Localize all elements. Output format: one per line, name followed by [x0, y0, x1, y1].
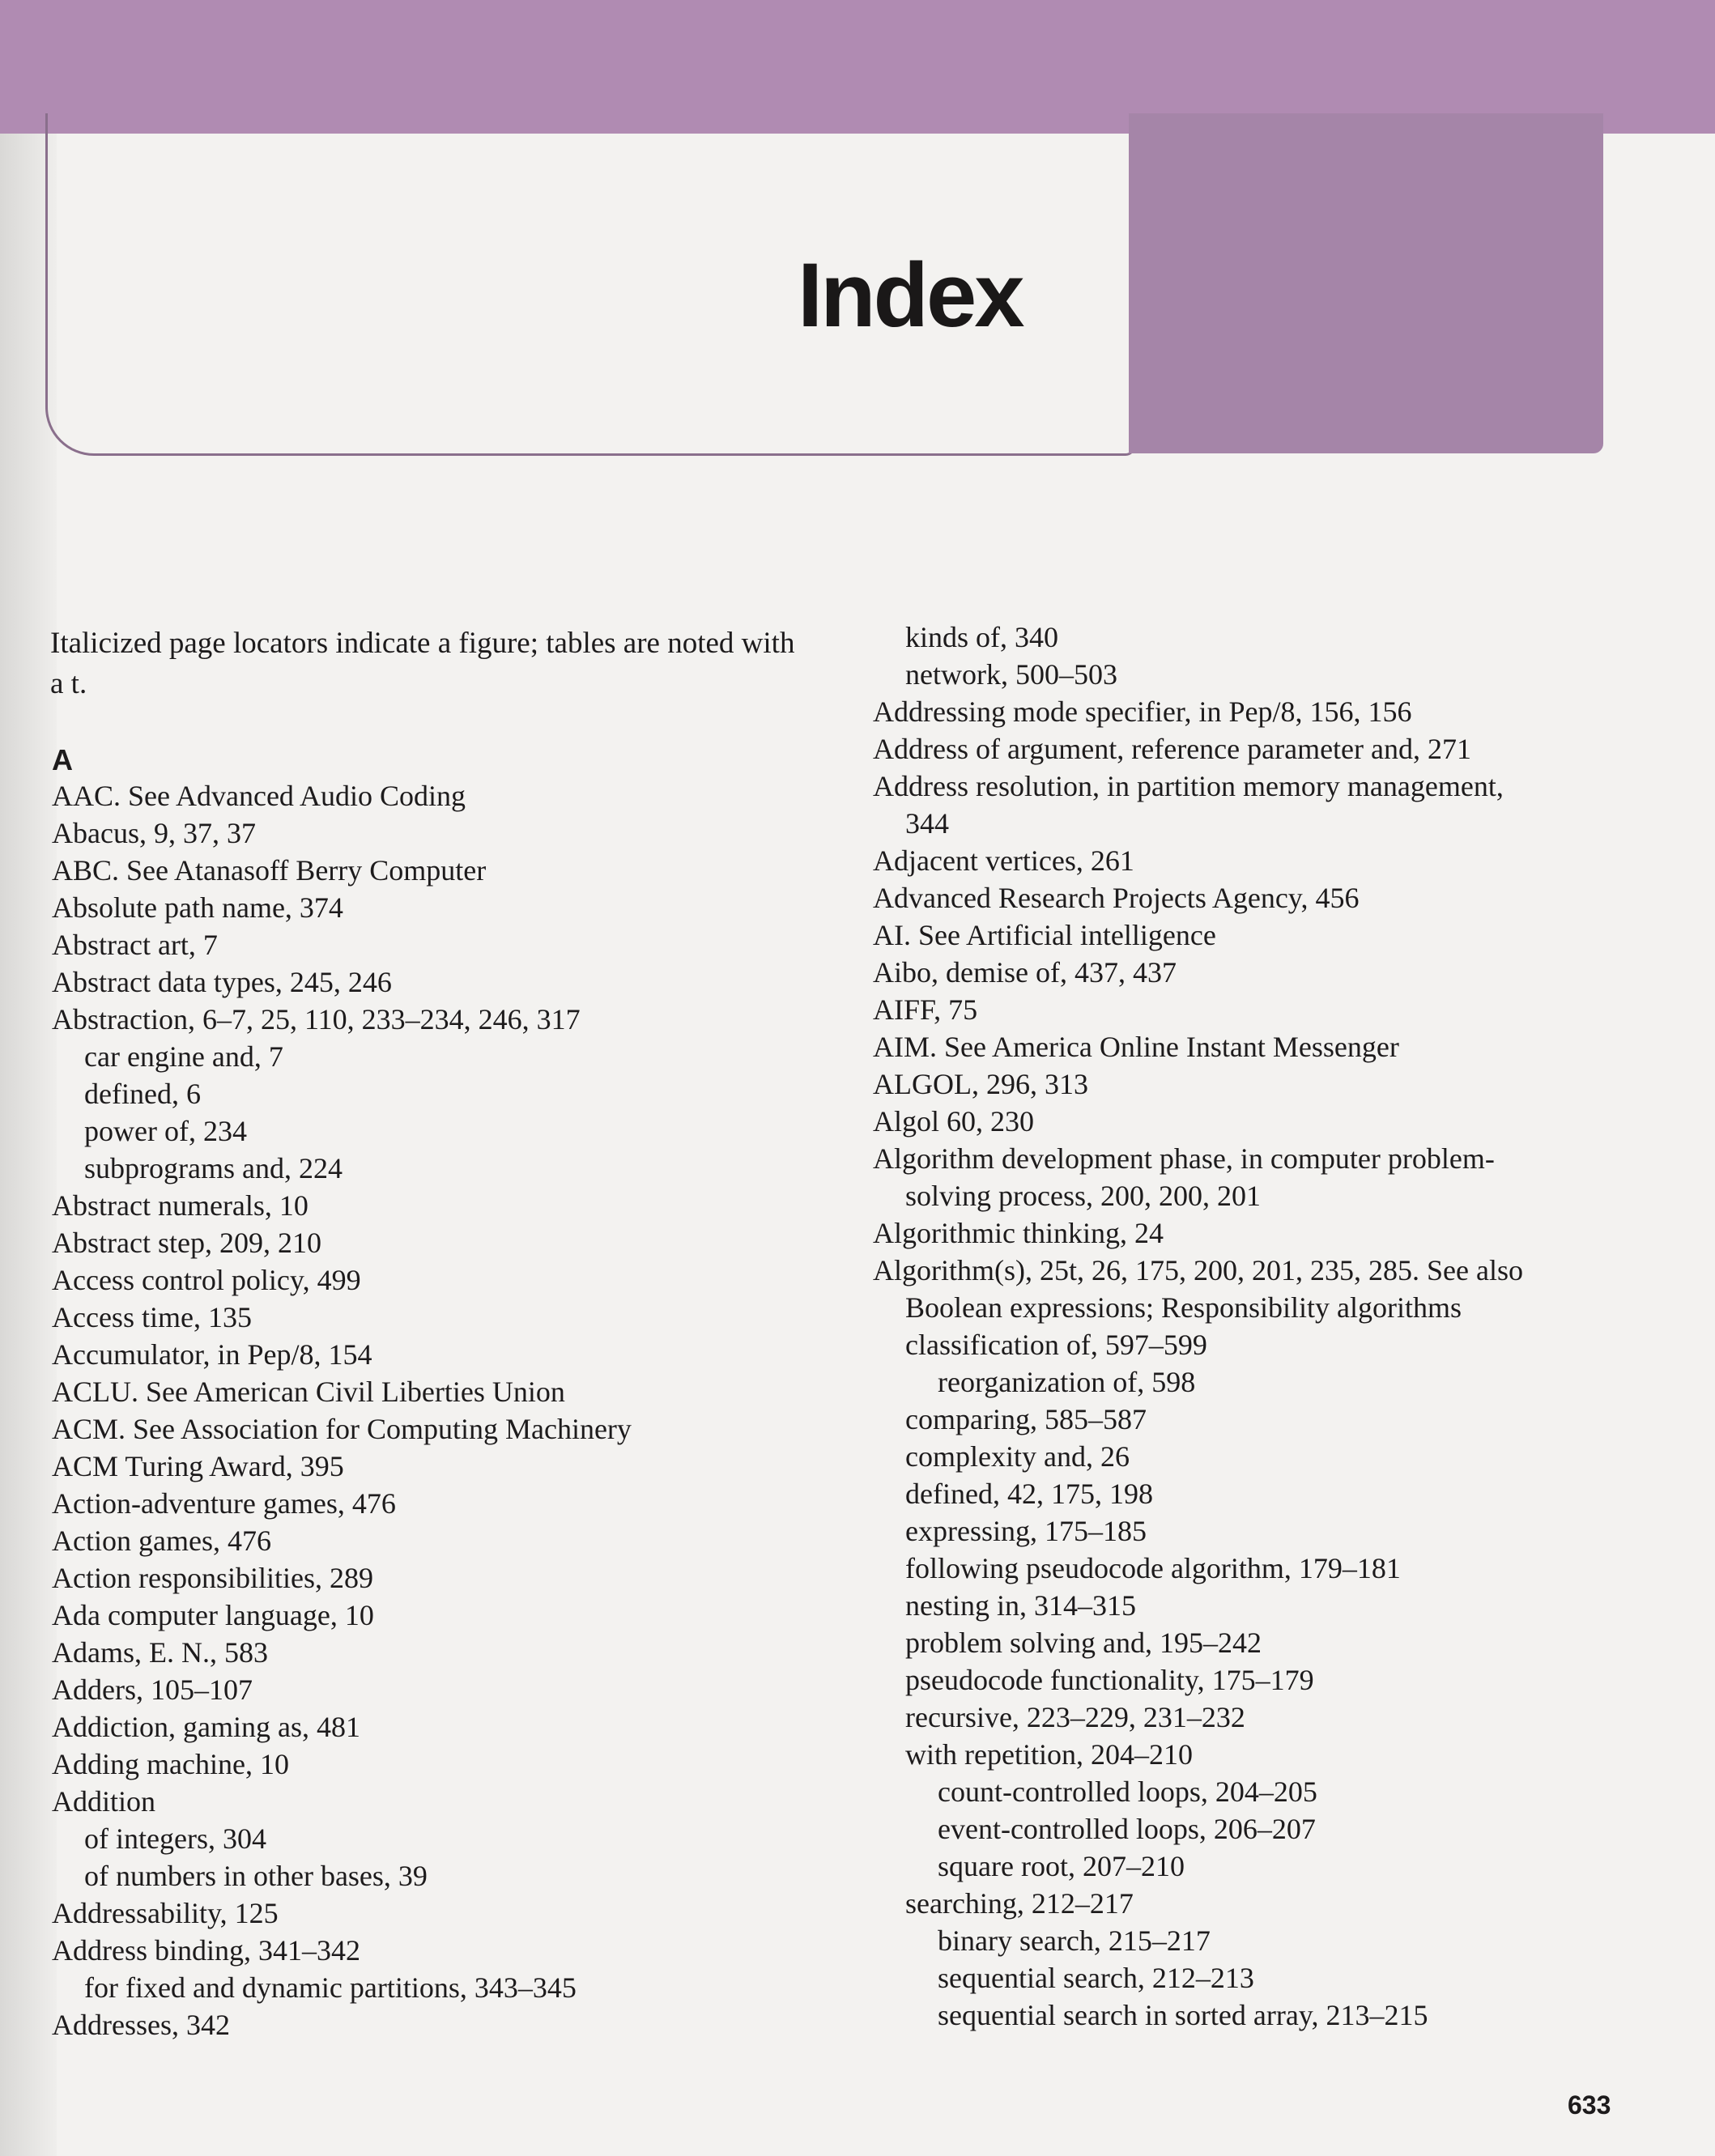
index-entry: Abstract step, 209, 210 [52, 1227, 321, 1259]
index-entry: sequential search in sorted array, 213–215 [938, 1999, 1428, 2031]
index-entry: of numbers in other bases, 39 [84, 1860, 428, 1892]
index-entry: expressing, 175–185 [905, 1515, 1147, 1547]
index-entry: Addressing mode specifier, in Pep/8, 156, 156 [873, 695, 1412, 728]
index-entry: Ada computer language, 10 [52, 1599, 374, 1631]
index-entry: ALGOL, 296, 313 [873, 1068, 1088, 1100]
index-entry: Action responsibilities, 289 [52, 1562, 373, 1594]
index-entry: Abstract numerals, 10 [52, 1189, 309, 1222]
index-entry: Addresses, 342 [52, 2009, 230, 2041]
index-entry: defined, 6 [84, 1078, 201, 1110]
index-entry: recursive, 223–229, 231–232 [905, 1701, 1245, 1733]
index-entry: AI. See Artificial intelligence [873, 919, 1216, 951]
index-entry: Action games, 476 [52, 1525, 271, 1557]
index-entry: Aibo, demise of, 437, 437 [873, 956, 1177, 989]
index-entry: sequential search, 212–213 [938, 1962, 1254, 1994]
index-entry: count-controlled loops, 204–205 [938, 1775, 1317, 1808]
index-entry: reorganization of, 598 [938, 1366, 1196, 1398]
index-entry: Adders, 105–107 [52, 1673, 253, 1706]
index-entry: event-controlled loops, 206–207 [938, 1813, 1316, 1845]
index-entry: Addressability, 125 [52, 1897, 279, 1929]
index-entry: nesting in, 314–315 [905, 1589, 1136, 1622]
index-column-right [873, 619, 1683, 2034]
index-entry: AIM. See America Online Instant Messenger [873, 1031, 1399, 1063]
index-entry: Action-adventure games, 476 [52, 1487, 396, 1520]
index-entry: Absolute path name, 374 [52, 891, 343, 924]
index-entry: ABC. See Atanasoff Berry Computer [52, 854, 487, 887]
index-entry: Accumulator, in Pep/8, 154 [52, 1338, 372, 1371]
index-entry: searching, 212–217 [905, 1887, 1134, 1920]
index-entry: comparing, 585–587 [905, 1403, 1147, 1435]
index-entry: Abacus, 9, 37, 37 [52, 817, 256, 849]
index-entry: Abstract art, 7 [52, 929, 218, 961]
index-entry: defined, 42, 175, 198 [905, 1478, 1153, 1510]
index-entry: Adams, E. N., 583 [52, 1636, 268, 1669]
index-entry: Addition [52, 1785, 156, 1818]
index-entry: car engine and, 7 [84, 1040, 283, 1073]
index-entry: for fixed and dynamic partitions, 343–345 [84, 1971, 577, 2004]
page-title: Index [798, 245, 1023, 346]
index-entry: subprograms and, 224 [84, 1152, 343, 1184]
page-number: 633 [1568, 2090, 1611, 2120]
index-entry: Abstract data types, 245, 246 [52, 966, 392, 998]
index-entry: AAC. See Advanced Audio Coding [52, 780, 466, 812]
index-entry: solving process, 200, 200, 201 [905, 1180, 1261, 1212]
index-entry: kinds of, 340 [905, 621, 1058, 653]
index-column-left [52, 777, 862, 2043]
index-entry: following pseudocode algorithm, 179–181 [905, 1552, 1401, 1584]
index-entry: classification of, 597–599 [905, 1329, 1207, 1361]
index-entry: Algol 60, 230 [873, 1105, 1035, 1138]
index-entry: Address of argument, reference parameter and, 271 [873, 733, 1472, 765]
index-entry: 344 [905, 807, 949, 840]
index-entry: power of, 234 [84, 1115, 247, 1147]
index-entry: Address resolution, in partition memory management, [873, 770, 1504, 802]
index-entry: ACLU. See American Civil Liberties Union [52, 1376, 565, 1408]
index-entry: Algorithm(s), 25t, 26, 175, 200, 201, 235, 285. See also [873, 1254, 1523, 1286]
index-entry: Adjacent vertices, 261 [873, 844, 1134, 877]
index-entry: network, 500–503 [905, 658, 1117, 691]
index-entry: pseudocode functionality, 175–179 [905, 1664, 1314, 1696]
index-entry: problem solving and, 195–242 [905, 1627, 1262, 1659]
index-entry: ACM Turing Award, 395 [52, 1450, 344, 1482]
index-entry: Abstraction, 6–7, 25, 110, 233–234, 246, 317 [52, 1003, 581, 1035]
index-entry: binary search, 215–217 [938, 1924, 1211, 1957]
index-entry: complexity and, 26 [905, 1440, 1130, 1473]
index-entry: of integers, 304 [84, 1822, 266, 1855]
index-entry: Algorithmic thinking, 24 [873, 1217, 1164, 1249]
index-entry: Access time, 135 [52, 1301, 252, 1333]
index-entry: Addiction, gaming as, 481 [52, 1711, 360, 1743]
index-entry: Advanced Research Projects Agency, 456 [873, 882, 1360, 914]
section-letter: A [52, 743, 73, 776]
index-entry: with repetition, 204–210 [905, 1738, 1193, 1771]
index-entry: Access control policy, 499 [52, 1264, 361, 1296]
index-intro-note: Italicized page locators indicate a figure; tables are noted with a t. [50, 627, 795, 700]
header-accent-block [1129, 113, 1603, 453]
index-entry: Address binding, 341–342 [52, 1934, 360, 1967]
index-entry: Adding machine, 10 [52, 1748, 289, 1780]
index-entry: square root, 207–210 [938, 1850, 1185, 1882]
index-entry: ACM. See Association for Computing Machinery [52, 1413, 632, 1445]
index-entry: Boolean expressions; Responsibility algorithms [905, 1291, 1462, 1324]
index-entry: Algorithm development phase, in computer problem- [873, 1142, 1495, 1175]
index-entry: AIFF, 75 [873, 993, 978, 1026]
